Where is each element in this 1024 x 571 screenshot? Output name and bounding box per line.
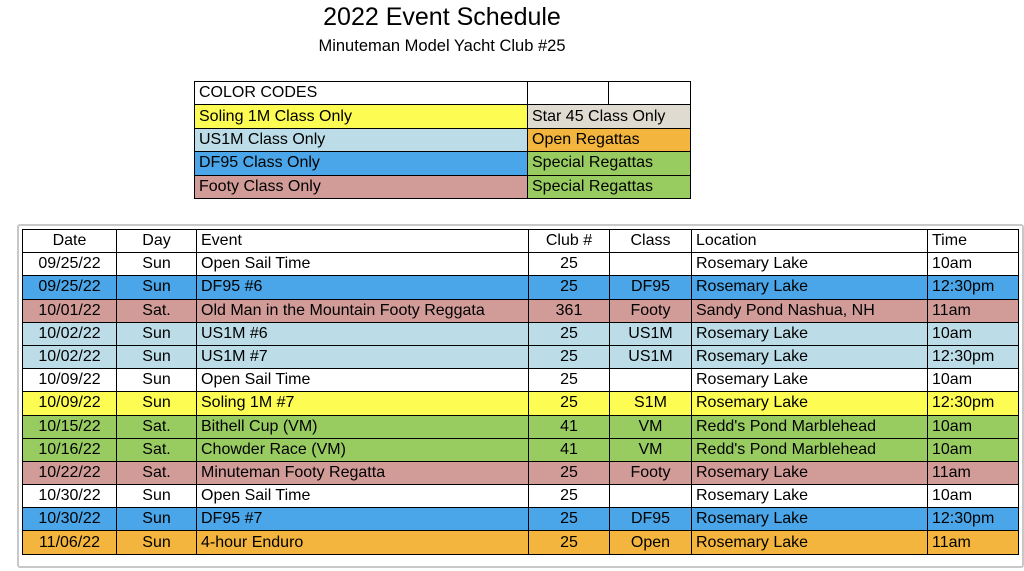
cell-time: 10am — [928, 438, 1019, 461]
column-header-event: Event — [197, 230, 529, 253]
cell-time: 12:30pm — [928, 392, 1019, 415]
cell-class — [610, 369, 692, 392]
cell-class: DF95 — [610, 508, 692, 531]
cell-time: 12:30pm — [928, 345, 1019, 368]
color-codes-heading: COLOR CODES — [195, 82, 528, 105]
cell-club: 25 — [529, 276, 610, 299]
cell-location: Rosemary Lake — [692, 345, 928, 368]
cell-time: 10am — [928, 485, 1019, 508]
cell-time: 11am — [928, 531, 1019, 554]
schedule-header-row — [23, 230, 1019, 253]
cell-day: Sun — [117, 485, 197, 508]
table-row — [23, 415, 1019, 438]
cell-day: Sun — [117, 253, 197, 276]
table-row — [23, 392, 1019, 415]
cell-class: Open — [610, 531, 692, 554]
color-codes-header-row — [195, 82, 691, 105]
cell-location: Rosemary Lake — [692, 508, 928, 531]
cell-location: Rosemary Lake — [692, 461, 928, 484]
color-code-soling: Soling 1M Class Only — [195, 105, 528, 128]
cell-day: Sun — [117, 345, 197, 368]
cell-class: US1M — [610, 345, 692, 368]
column-header-class: Class — [610, 230, 692, 253]
cell-time: 10am — [928, 369, 1019, 392]
cell-time: 12:30pm — [928, 276, 1019, 299]
cell-time: 10am — [928, 253, 1019, 276]
table-row — [23, 276, 1019, 299]
cell-class — [610, 485, 692, 508]
column-header-club: Club # — [529, 230, 610, 253]
cell-time: 11am — [928, 299, 1019, 322]
event-schedule-table — [22, 229, 1019, 555]
color-code-footy: Footy Class Only — [195, 175, 528, 198]
cell-class: DF95 — [610, 276, 692, 299]
cell-day: Sun — [117, 392, 197, 415]
cell-location: Rosemary Lake — [692, 531, 928, 554]
cell-class: Footy — [610, 299, 692, 322]
column-header-date: Date — [23, 230, 117, 253]
cell-event: Old Man in the Mountain Footy Reggata — [197, 299, 529, 322]
cell-day: Sun — [117, 369, 197, 392]
cell-club: 361 — [529, 299, 610, 322]
table-row — [23, 369, 1019, 392]
cell-date: 10/15/22 — [23, 415, 117, 438]
cell-date: 10/01/22 — [23, 299, 117, 322]
cell-club: 25 — [529, 392, 610, 415]
page-subtitle: Minuteman Model Yacht Club #25 — [318, 37, 566, 55]
cell-event: Open Sail Time — [197, 485, 529, 508]
color-codes-empty-cell — [609, 82, 691, 105]
color-codes-table — [194, 81, 691, 199]
cell-day: Sun — [117, 508, 197, 531]
cell-event: DF95 #6 — [197, 276, 529, 299]
cell-event: Minuteman Footy Regatta — [197, 461, 529, 484]
cell-location: Redd's Pond Marblehead — [692, 438, 928, 461]
cell-time: 11am — [928, 461, 1019, 484]
table-row — [23, 485, 1019, 508]
table-row — [23, 322, 1019, 345]
color-code-us1m: US1M Class Only — [195, 128, 528, 151]
cell-day: Sat. — [117, 461, 197, 484]
cell-date: 10/09/22 — [23, 369, 117, 392]
color-code-row — [195, 128, 691, 151]
cell-date: 11/06/22 — [23, 531, 117, 554]
cell-event: Bithell Cup (VM) — [197, 415, 529, 438]
cell-date: 10/02/22 — [23, 345, 117, 368]
cell-club: 25 — [529, 322, 610, 345]
page-title: 2022 Event Schedule — [323, 3, 561, 31]
table-row — [23, 508, 1019, 531]
cell-club: 25 — [529, 345, 610, 368]
cell-location: Redd's Pond Marblehead — [692, 415, 928, 438]
cell-club: 41 — [529, 438, 610, 461]
cell-time: 10am — [928, 415, 1019, 438]
cell-club: 25 — [529, 485, 610, 508]
cell-event: US1M #7 — [197, 345, 529, 368]
cell-club: 25 — [529, 531, 610, 554]
cell-date: 10/22/22 — [23, 461, 117, 484]
color-code-df95: DF95 Class Only — [195, 152, 528, 175]
table-row — [23, 253, 1019, 276]
schedule-frame — [17, 224, 1024, 568]
cell-day: Sat. — [117, 299, 197, 322]
cell-location: Rosemary Lake — [692, 253, 928, 276]
cell-class: S1M — [610, 392, 692, 415]
table-row — [23, 461, 1019, 484]
cell-day: Sun — [117, 531, 197, 554]
cell-event: DF95 #7 — [197, 508, 529, 531]
color-code-open-regattas: Open Regattas — [528, 128, 691, 151]
cell-club: 25 — [529, 461, 610, 484]
cell-date: 10/09/22 — [23, 392, 117, 415]
cell-event: Chowder Race (VM) — [197, 438, 529, 461]
table-row — [23, 438, 1019, 461]
cell-location: Sandy Pond Nashua, NH — [692, 299, 928, 322]
cell-class: VM — [610, 415, 692, 438]
cell-location: Rosemary Lake — [692, 369, 928, 392]
cell-club: 25 — [529, 369, 610, 392]
color-code-row — [195, 152, 691, 175]
cell-event: US1M #6 — [197, 322, 529, 345]
cell-location: Rosemary Lake — [692, 322, 928, 345]
cell-day: Sat. — [117, 438, 197, 461]
color-codes-empty-cell — [528, 82, 609, 105]
color-code-star45: Star 45 Class Only — [528, 105, 691, 128]
column-header-day: Day — [117, 230, 197, 253]
cell-time: 12:30pm — [928, 508, 1019, 531]
cell-event: Open Sail Time — [197, 253, 529, 276]
cell-location: Rosemary Lake — [692, 392, 928, 415]
cell-club: 41 — [529, 415, 610, 438]
cell-event: Soling 1M #7 — [197, 392, 529, 415]
cell-time: 10am — [928, 322, 1019, 345]
cell-day: Sun — [117, 276, 197, 299]
cell-event: 4-hour Enduro — [197, 531, 529, 554]
cell-club: 25 — [529, 253, 610, 276]
color-code-row — [195, 105, 691, 128]
column-header-time: Time — [928, 230, 1019, 253]
cell-event: Open Sail Time — [197, 369, 529, 392]
table-row — [23, 345, 1019, 368]
cell-class: Footy — [610, 461, 692, 484]
cell-location: Rosemary Lake — [692, 276, 928, 299]
cell-date: 10/16/22 — [23, 438, 117, 461]
color-code-special-regattas: Special Regattas — [528, 152, 691, 175]
cell-day: Sat. — [117, 415, 197, 438]
cell-location: Rosemary Lake — [692, 485, 928, 508]
cell-date: 10/30/22 — [23, 485, 117, 508]
cell-date: 09/25/22 — [23, 253, 117, 276]
cell-date: 09/25/22 — [23, 276, 117, 299]
cell-class — [610, 253, 692, 276]
cell-date: 10/02/22 — [23, 322, 117, 345]
color-code-row — [195, 175, 691, 198]
cell-date: 10/30/22 — [23, 508, 117, 531]
table-row — [23, 299, 1019, 322]
cell-day: Sun — [117, 322, 197, 345]
cell-class: VM — [610, 438, 692, 461]
table-row — [23, 531, 1019, 554]
cell-class: US1M — [610, 322, 692, 345]
column-header-location: Location — [692, 230, 928, 253]
color-code-special-regattas: Special Regattas — [528, 175, 691, 198]
cell-club: 25 — [529, 508, 610, 531]
